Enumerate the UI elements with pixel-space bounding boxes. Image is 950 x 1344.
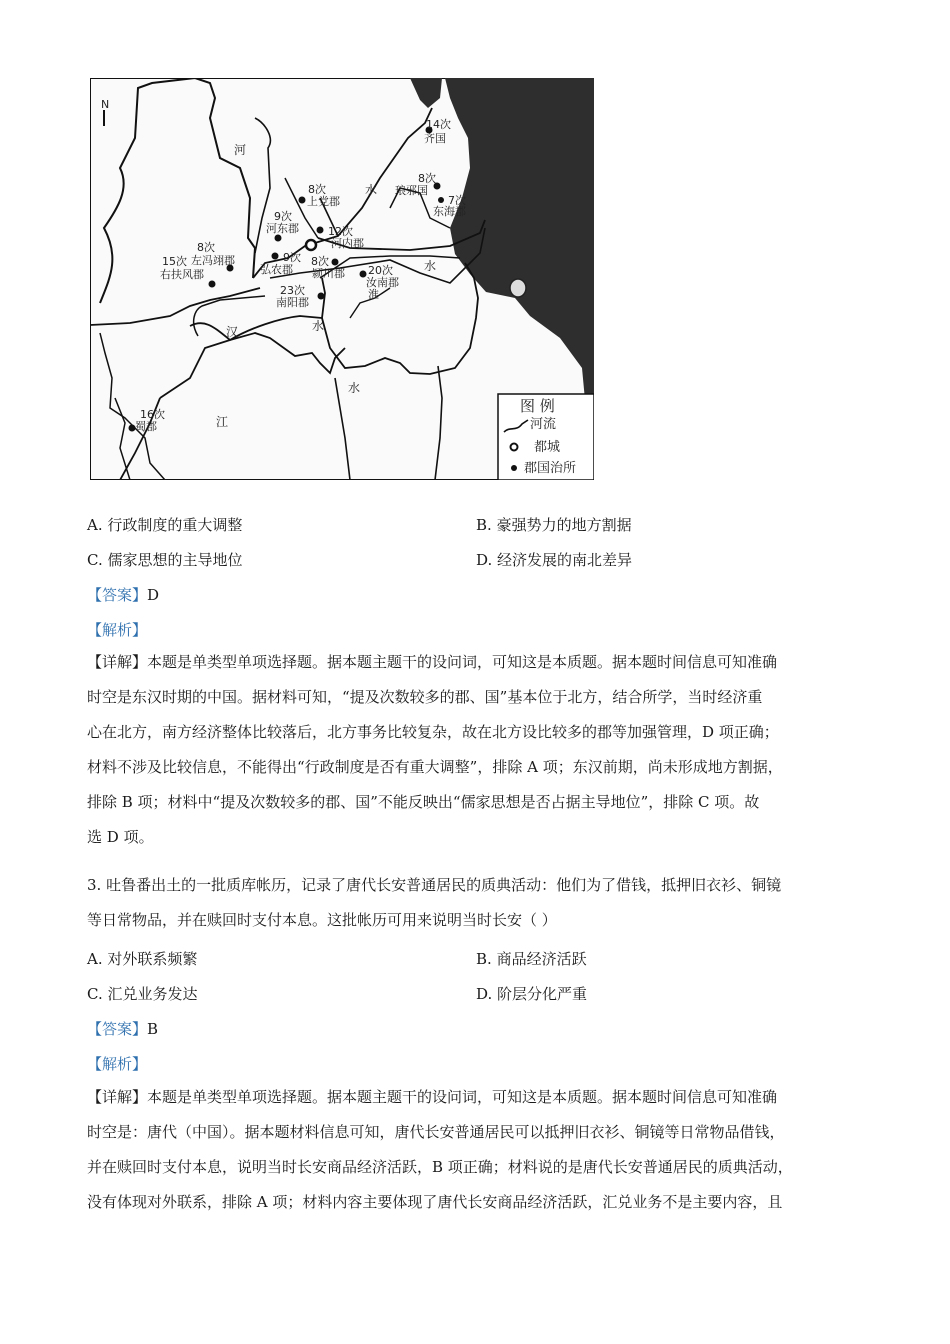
answer-value: B (147, 1020, 159, 1038)
svg-text:蜀郡: 蜀郡 (135, 420, 157, 433)
svg-text:23次: 23次 (280, 284, 305, 297)
answer-value: D (147, 586, 160, 604)
detail-tag: 【详解】 (87, 1088, 148, 1106)
q3-option-a: A. 对外联系频繁 (87, 950, 198, 968)
svg-text:都城: 都城 (534, 440, 561, 455)
svg-text:8次: 8次 (197, 241, 215, 254)
svg-text:7次: 7次 (448, 194, 466, 207)
north-label: N (101, 98, 110, 111)
q2-option-a: A. 行政制度的重大调整 (87, 516, 243, 534)
svg-text:郡国治所: 郡国治所 (524, 461, 577, 476)
han-commandery-map (90, 78, 594, 480)
svg-text:汝南郡: 汝南郡 (366, 276, 399, 289)
svg-text:20次: 20次 (368, 264, 393, 277)
answer-tag: 【答案】 (87, 1020, 148, 1038)
svg-text:9次: 9次 (274, 210, 292, 223)
svg-text:河内郡: 河内郡 (331, 237, 364, 250)
river-label-shui-1: 水 (365, 183, 378, 197)
svg-text:颍川郡: 颍川郡 (312, 267, 345, 280)
river-label-ru-huai: 淮 (368, 288, 379, 301)
q3-analysis-heading: 【解析】 (87, 1055, 148, 1073)
svg-text:弘农郡: 弘农郡 (260, 263, 293, 276)
capital-ring-icon-legend (511, 444, 518, 451)
svg-text:河东郡: 河东郡 (266, 222, 299, 235)
svg-text:左冯翊郡: 左冯翊郡 (191, 254, 235, 267)
map-legend (498, 394, 594, 480)
svg-text:右扶风郡: 右扶风郡 (160, 268, 204, 281)
svg-text:8次: 8次 (311, 255, 329, 268)
q2-option-b: B. 豪强势力的地方割据 (476, 516, 632, 534)
svg-text:9次: 9次 (283, 251, 301, 264)
legend-title: 图 例 (520, 397, 555, 415)
svg-text:琅邪国: 琅邪国 (395, 184, 428, 197)
river-label-jiang: 江 (216, 415, 229, 429)
river-label-he: 河 (234, 143, 247, 157)
q3-option-d: D. 阶层分化严重 (476, 985, 588, 1003)
q3-option-b: B. 商品经济活跃 (476, 950, 587, 968)
q2-detail: 【详解】本题是单类型单项选择题。据本题主题干的设问词，可知这是本质题。据本题时间信息可知准确 时空是东汉时期的中国。据材料可知，“提及次数较多的郡、国”基本位于北方，结合所学，当时经济重 心在北方，南方经济整体比较落后，北方事务比较复杂，故在北方设比较多的郡等加强管理，D 项正确； 材料不涉及比较信息，不能得出“行政制度是否有重大调整”，排除 A 项；东汉前期，尚未形成地方割据， 排除 B 项；材料中“提及次数较多的郡、国”不能反映出“儒家思想是否占据主导地位”，排除 C 项。故 选 D 项。 (87, 653, 783, 846)
svg-text:12次: 12次 (328, 225, 353, 238)
svg-text:16次: 16次 (140, 408, 165, 421)
q3-option-c: C. 汇兑业务发达 (87, 985, 198, 1003)
river-label-han: 汉 (226, 325, 239, 339)
svg-text:南阳郡: 南阳郡 (276, 296, 309, 309)
q3-detail: 【详解】本题是单类型单项选择题。据本题主题干的设问词，可知这是本质题。据本题时间信息可知准确 时空是：唐代（中国）。据本题材料信息可知，唐代长安普通居民可以抵押旧衣衫、铜镜等日常物品借钱， 并在赎回时支付本息，说明当时长安商品经济活跃，B 项正确；材料说的是唐代长安普通居民的质典活动， 没有体现对外联系，排除 A 项；材料内容主要体现了唐代长安商品经济活跃，汇兑业务不是主要内容，且 (87, 1088, 793, 1211)
river-label-shui-2: 水 (424, 259, 437, 273)
river-label-shui-4: 水 (348, 381, 361, 395)
map-svg (90, 78, 594, 480)
q2-option-c: C. 儒家思想的主导地位 (87, 551, 243, 569)
detail-tag: 【详解】 (87, 653, 148, 671)
svg-text:齐国: 齐国 (424, 132, 446, 145)
svg-text:上党郡: 上党郡 (307, 195, 340, 208)
q3-answer (87, 1019, 158, 1039)
prefecture-dot-icon (511, 465, 517, 471)
svg-text:河流: 河流 (530, 417, 557, 432)
q3-stem: 3. 吐鲁番出土的一批质库帐历，记录了唐代长安普通居民的质典活动：他们为了借钱，抵押旧衣衫、铜镜 等日常物品，并在赎回时支付本息。这批帐历可用来说明当时长安（ ） (87, 876, 782, 929)
q2-answer (87, 585, 159, 605)
answer-tag: 【答案】 (87, 586, 148, 604)
capital-ring-icon (306, 240, 316, 250)
river-label-shui-3: 水 (312, 319, 325, 333)
svg-text:8次: 8次 (308, 183, 326, 196)
svg-text:8次: 8次 (418, 172, 436, 185)
q2-analysis-heading: 【解析】 (87, 621, 148, 639)
q2-option-d: D. 经济发展的南北差异 (476, 551, 633, 569)
svg-text:14次: 14次 (426, 118, 451, 131)
svg-text:东海郡: 东海郡 (433, 205, 466, 218)
svg-text:15次: 15次 (162, 255, 187, 268)
